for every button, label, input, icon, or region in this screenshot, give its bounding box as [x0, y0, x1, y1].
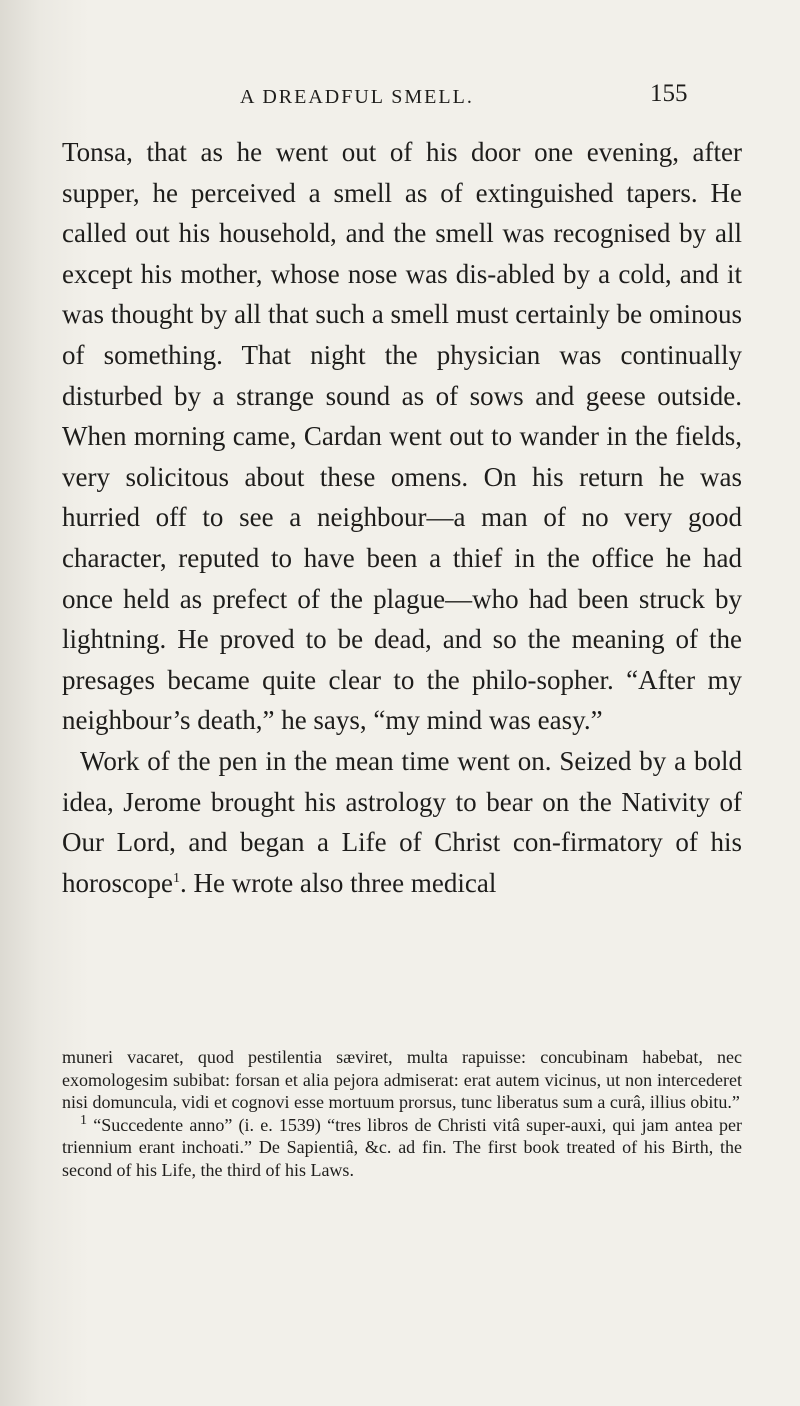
footnote-1-mark: 1: [80, 1112, 87, 1128]
footnotes: [62, 1046, 742, 1182]
footnote-1-text: “Succedente anno” (i. e. 1539) “tres libros de Christi vitâ super-auxi, qui jam antea per triennium erant inchoati.” De Sapientiâ, &c. ad fin. The first book treated of his Birth, the second of his Life, the third of his Laws.: [62, 1114, 742, 1180]
paragraph-2-end: . He wrote also three medical: [179, 867, 497, 898]
running-head: [0, 74, 800, 114]
footnote-1: [62, 1114, 742, 1182]
running-title: A DREADFUL SMELL.: [240, 86, 474, 108]
footnote-reference: 1: [172, 870, 180, 886]
paragraph-2: [62, 741, 742, 903]
paragraph-2-main: Work of the pen in the mean time went on. Seized by a bold idea, Jerome brought his astrology to bear on the Nativity of Our Lord, and began a Life of Christ con-firmatory of his horoscope: [62, 745, 742, 898]
paragraph-1: Tonsa, that as he went out of his door one evening, after supper, he perceived a smell as of extinguished tapers. He called out his household, and the smell was recognised by all except his mother, whose nose was dis-abled by a cold, and it was thought by all that such a smell must certainly be ominous of something. That night the physician was continually disturbed by a strange sound as of sows and geese outside. When morning came, Cardan went out to wander in the fields, very solicitous about these omens. On his return he was hurried off to see a neighbour—a man of no very good character, reputed to have been a thief in the office he had once held as prefect of the plague—who had been struck by lightning. He proved to be dead, and so the meaning of the presages became quite clear to the philo-sopher. “After my neighbour’s death,” he says, “my mind was easy.”: [62, 137, 742, 736]
page-number: 155: [650, 80, 688, 107]
footnote-continued: muneri vacaret, quod pestilentia sæviret, multa rapuisse: concubinam habebat, nec exomologesim subibat: forsan et alia pejora admiserat: erat autem vicinus, ut non intercederet nisi domuncula, vidi et cognovi esse mortuum prorsus, tunc liberatus sum a curâ, illius obitu.”: [62, 1047, 742, 1113]
main-text: [62, 132, 742, 903]
